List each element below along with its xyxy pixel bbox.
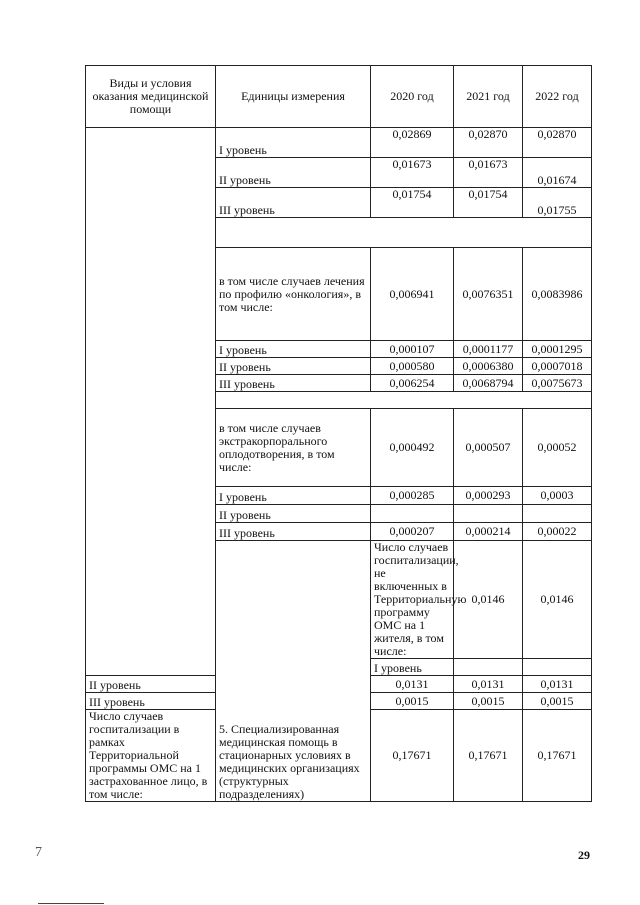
row-label: в том числе случаев экстракорпорального оплодотворения, в том числе:	[216, 409, 371, 487]
cell-2020: 0,0015	[371, 693, 454, 710]
cell-2021: 0,0015	[454, 693, 523, 710]
cell-2021: 0,0068794	[454, 375, 523, 392]
cell-2022: 0,00052	[523, 409, 592, 487]
section-5-label: 5. Специализированная медицинская помощь в стационарных условиях в медицинских организациях (структурных подразделениях)	[216, 541, 371, 802]
row-label: III уровень	[216, 188, 371, 218]
cell-2020: 0,006941	[371, 248, 454, 341]
table-row	[86, 128, 592, 158]
page-number: 29	[578, 848, 590, 862]
cell-2021: 0,0076351	[454, 248, 523, 341]
row-label: II уровень	[86, 676, 216, 693]
cell-2021: 0,0146	[523, 541, 592, 659]
header-2020: 2020 год	[371, 66, 454, 128]
row-label: I уровень	[216, 128, 371, 158]
cell-2020: 0,000285	[371, 487, 454, 505]
cell-2021: 0,000507	[454, 409, 523, 487]
cell-2022: 0,17671	[523, 710, 592, 802]
table-header-row	[86, 66, 592, 128]
data-table	[85, 65, 592, 802]
cell-2021: 0,000214	[454, 523, 523, 541]
cell-2020: 0,02869	[371, 128, 454, 158]
section-cell-blank	[86, 128, 216, 676]
cell-2021: 0,000293	[454, 487, 523, 505]
cell-2020: 0,000107	[371, 341, 454, 358]
cell-2022: 0,0001295	[523, 341, 592, 358]
row-label: I уровень	[216, 341, 371, 358]
cell-2021: 0,17671	[454, 710, 523, 802]
row-label: III уровень	[86, 693, 216, 710]
cell-2020: 0,0146	[454, 541, 523, 659]
cell-2020: 0,01754	[371, 188, 454, 218]
cell-2022: 0,0007018	[523, 358, 592, 375]
row-label: III уровень	[216, 375, 371, 392]
footnote-divider	[38, 903, 104, 904]
margin-mark: 7	[35, 845, 42, 860]
header-2021: 2021 год	[454, 66, 523, 128]
row-label: III уровень	[216, 523, 371, 541]
cell-2020	[454, 659, 523, 676]
cell-2022: 0,02870	[523, 128, 592, 158]
cell-2021	[523, 659, 592, 676]
cell-2022: 0,01674	[523, 158, 592, 188]
row-label: I уровень	[216, 487, 371, 505]
cell-2022: 0,0015	[523, 693, 592, 710]
cell-2022: 0,01755	[523, 188, 592, 218]
cell-2020: 0,01673	[371, 158, 454, 188]
header-type-of-care: Виды и условия оказания медицинской помощи	[86, 66, 216, 128]
cell-2021: 0,0006380	[454, 358, 523, 375]
cell-2021: 0,0131	[454, 676, 523, 693]
row-label: Число случаев госпитализации в рамках Территориальной программы ОМС на 1 застрахованное лицо, в том числе:	[86, 710, 216, 802]
cell-2020: 0,000580	[371, 358, 454, 375]
cell-2022	[523, 505, 592, 523]
cell-2022: 0,0003	[523, 487, 592, 505]
cell-2021: 0,0001177	[454, 341, 523, 358]
row-label: II уровень	[216, 158, 371, 188]
row-label: I уровень	[371, 659, 454, 676]
cell-2020: 0,000492	[371, 409, 454, 487]
cell-2020: 0,0131	[371, 676, 454, 693]
row-label: в том числе случаев лечения по профилю «онкология», в том числе:	[216, 248, 371, 341]
cell-2021	[454, 505, 523, 523]
cell-2021: 0,01754	[454, 188, 523, 218]
row-label: II уровень	[216, 505, 371, 523]
empty-cell	[216, 392, 592, 409]
cell-2022: 0,0131	[523, 676, 592, 693]
cell-2020: 0,000207	[371, 523, 454, 541]
row-label: Число случаев госпитализации, не включенных в Территориальную программу ОМС на 1 жителя, в том числе:	[371, 541, 454, 659]
cell-2021: 0,01673	[454, 158, 523, 188]
cell-2020: 0,17671	[371, 710, 454, 802]
header-units: Единицы измерения	[216, 66, 371, 128]
cell-2020	[371, 505, 454, 523]
cell-2022: 0,0083986	[523, 248, 592, 341]
row-label: II уровень	[216, 358, 371, 375]
cell-2022: 0,0075673	[523, 375, 592, 392]
empty-cell	[216, 218, 592, 248]
cell-2020: 0,006254	[371, 375, 454, 392]
cell-2021: 0,02870	[454, 128, 523, 158]
cell-2022: 0,00022	[523, 523, 592, 541]
header-2022: 2022 год	[523, 66, 592, 128]
